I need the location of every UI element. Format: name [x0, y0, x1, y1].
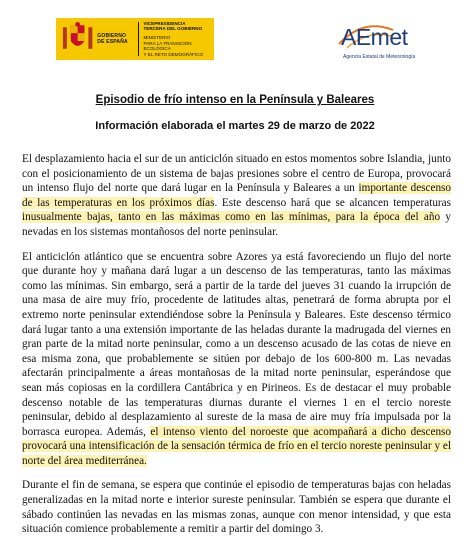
- aemet-wordmark: AEmet: [341, 24, 408, 50]
- paragraph: [22, 152, 451, 240]
- letterhead: [0, 0, 470, 80]
- ministry-line: PARA LA TRANSICIÓN ECOLÓGICA: [143, 40, 192, 52]
- text-segment: Durante el fin de semana, se espera que continúe el episodio de temperaturas bajas con heladas generalizadas en la mitad norte e interior sureste peninsular. También se espera que durante el sábado continúen las nevadas en las mismas zonas, aunque con menor intensidad, y que esta situación comience probablemente a remitir a partir del domingo 3.: [22, 479, 451, 536]
- text-segment: y nevadas en los sistemas montañosos del norte peninsular.: [22, 211, 451, 238]
- text-segment: El anticiclón atlántico que se encuentra sobre Azores ya está favoreciendo un flujo del norte que durante hoy y mañana dará lugar a un descenso de las temperaturas, tanto las máximas como las mínimas. Sin embargo, será a partir de la tarde del jueves 31 cuando la irrupción de una masa de aire muy frío, procedente de latitudes altas, penetrará de forma abrupta por el extremo norte peninsular extendiéndose sobre la Península y Baleares. Este descenso térmico dará lugar tanto a una extensión importante de las heladas durante la madrugada del viernes en gran parte de la mitad norte peninsular, como a un descenso acusado de las cotas de nieve en esa misma zona, que probablemente se sitúen por debajo de los 600-800 m. Las nevadas afectarán principalmente a áreas montañosas de la mitad norte peninsular, esperándose que sean más copiosas en la cordillera Cantábrica y en Pirineos. Es de destacar el muy probable descenso notable de las temperaturas diurnas durante el viernes 1 en el tercio noreste peninsular, debido al desplazamiento al sureste de la masa de aire muy fría impulsada por la borrasca europea. Además,: [22, 250, 451, 438]
- vp-line: VICEPRESIDENCIA: [143, 20, 186, 26]
- document-body: [22, 152, 451, 547]
- text-segment: . Este descenso hará que se alcancen temperaturas: [214, 196, 451, 209]
- aemet-logo: [333, 24, 423, 68]
- ministry-line: Y EL RETO DEMOGRÁFICO: [143, 51, 204, 57]
- government-logo: [56, 18, 214, 60]
- aemet-tagline: Agencia Estatal de Meteorología: [343, 54, 416, 60]
- document-title: Episodio de frío intenso en la Península y Baleares: [95, 94, 375, 106]
- paragraph: [22, 250, 451, 469]
- government-name: [97, 33, 134, 45]
- highlighted-text: importante descenso de las temperaturas en los próximos días: [22, 182, 451, 209]
- ministry-names: [143, 21, 214, 58]
- coat-of-arms-icon: [60, 21, 95, 57]
- gov-line: GOBIERNO: [97, 33, 127, 39]
- logo-divider: [138, 22, 139, 56]
- text-segment: El desplazamiento hacia el sur de un anticiclón situado en estos momentos sobre Islandia, junto con el posicionamiento de un sistema de bajas presiones sobre el centro de Europa, provocará un intenso flujo del norte que dará lugar en la Península y Baleares a un: [22, 153, 451, 195]
- vp-line: TERCERA DEL GOBIERNO: [143, 26, 203, 32]
- highlighted-text: inusualmente bajas, tanto en las máximas como en las mínimas, para la época del año: [22, 211, 441, 224]
- gov-line: DE ESPAÑA: [97, 39, 128, 45]
- paragraph: [22, 478, 451, 536]
- ministry-line: MINISTERIO: [143, 34, 171, 40]
- highlighted-text: el intenso viento del noroeste que acompañará a dicho descenso provocará una intensificación de la sensación térmica de frío en el tercio noreste peninsular y el norte del área mediterránea.: [22, 425, 451, 467]
- document-subtitle: Información elaborada el martes 29 de marzo de 2022: [95, 120, 375, 132]
